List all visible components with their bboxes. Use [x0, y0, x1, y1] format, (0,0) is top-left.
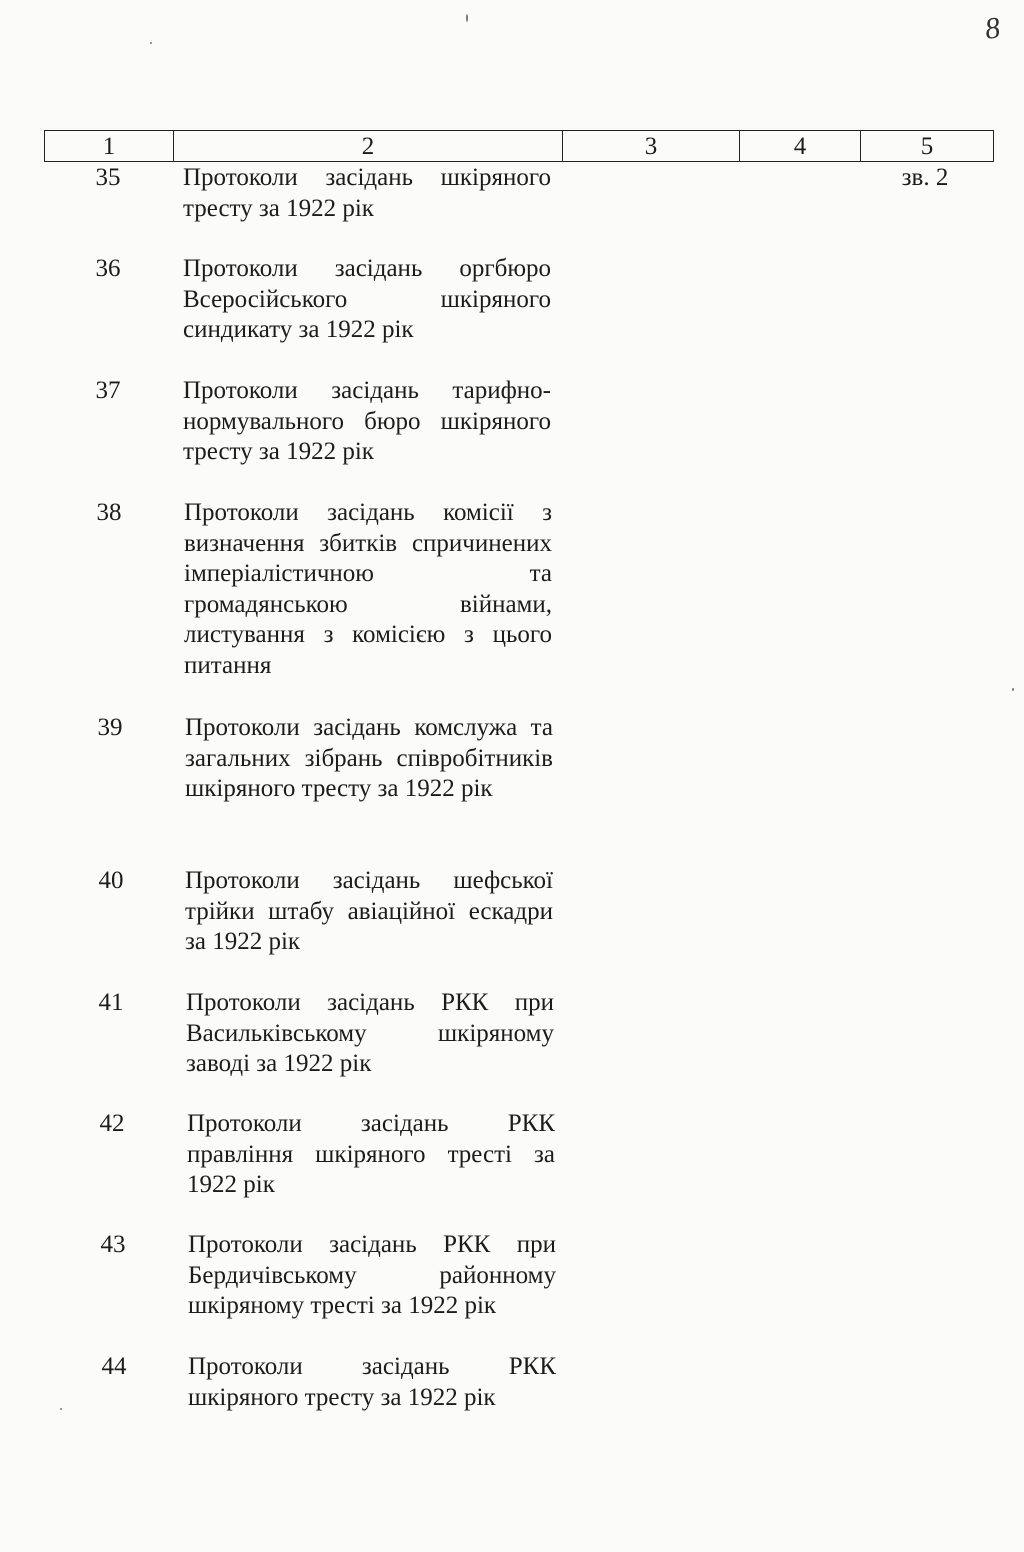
row-number: 41 — [98, 989, 124, 1016]
scan-speck — [150, 42, 152, 44]
row-description: Протоколи засідань тарифно-нормувального бюро шкіряного тресту за 1922 рік — [183, 377, 551, 466]
row-description: Протоколи засідань комслужа та загальних зібрань співробітників шкіряного тресту за 1922 рік — [185, 714, 553, 803]
row-description: Протоколи засідань оргбюро Всеросійського шкіряного синдикату за 1922 рік — [183, 255, 551, 344]
row-description: Протоколи засідань комісії з визначення збитків спричинених імперіалістичною та громадянською війнами, листування з комісією з цього питання — [184, 499, 552, 679]
page-number: 8 — [982, 11, 1003, 46]
row-number: 44 — [101, 1353, 127, 1380]
scan-speck — [1012, 688, 1014, 691]
scan-speck — [60, 1408, 62, 1410]
row-number: 38 — [96, 499, 122, 526]
row-number: 40 — [98, 867, 124, 894]
row-description: Протоколи засідань шефської трійки штабу авіаційної ескадри за 1922 рік — [185, 867, 553, 956]
row-number: 42 — [99, 1110, 125, 1137]
header-col-1: 1 — [45, 131, 174, 161]
row-number: 36 — [95, 255, 121, 282]
header-col-3: 3 — [563, 131, 740, 161]
header-col-2: 2 — [174, 131, 563, 161]
row-number: 35 — [95, 164, 121, 191]
row-number: 43 — [100, 1231, 126, 1258]
row-description: Протоколи засідань РКК при Бердичівському районному шкіряному тресті за 1922 рік — [188, 1231, 556, 1320]
scan-speck — [466, 14, 468, 22]
row-description: Протоколи засідань РКК правління шкіряного тресті за 1922 рік — [187, 1110, 555, 1199]
header-col-4: 4 — [740, 131, 861, 161]
table-header-row — [44, 130, 994, 162]
row-description: Протоколи засідань РКК при Васильківському шкіряному заводі за 1922 рік — [186, 989, 554, 1078]
header-col-5: 5 — [920, 132, 934, 160]
row-description: Протоколи засідань РКК шкіряного тресту за 1922 рік — [188, 1353, 556, 1411]
row-number: 37 — [95, 377, 121, 404]
row-description: Протоколи засідань шкіряного тресту за 1922 рік — [183, 164, 551, 222]
row-number: 39 — [97, 714, 123, 741]
row-note: зв. 2 — [901, 164, 949, 191]
